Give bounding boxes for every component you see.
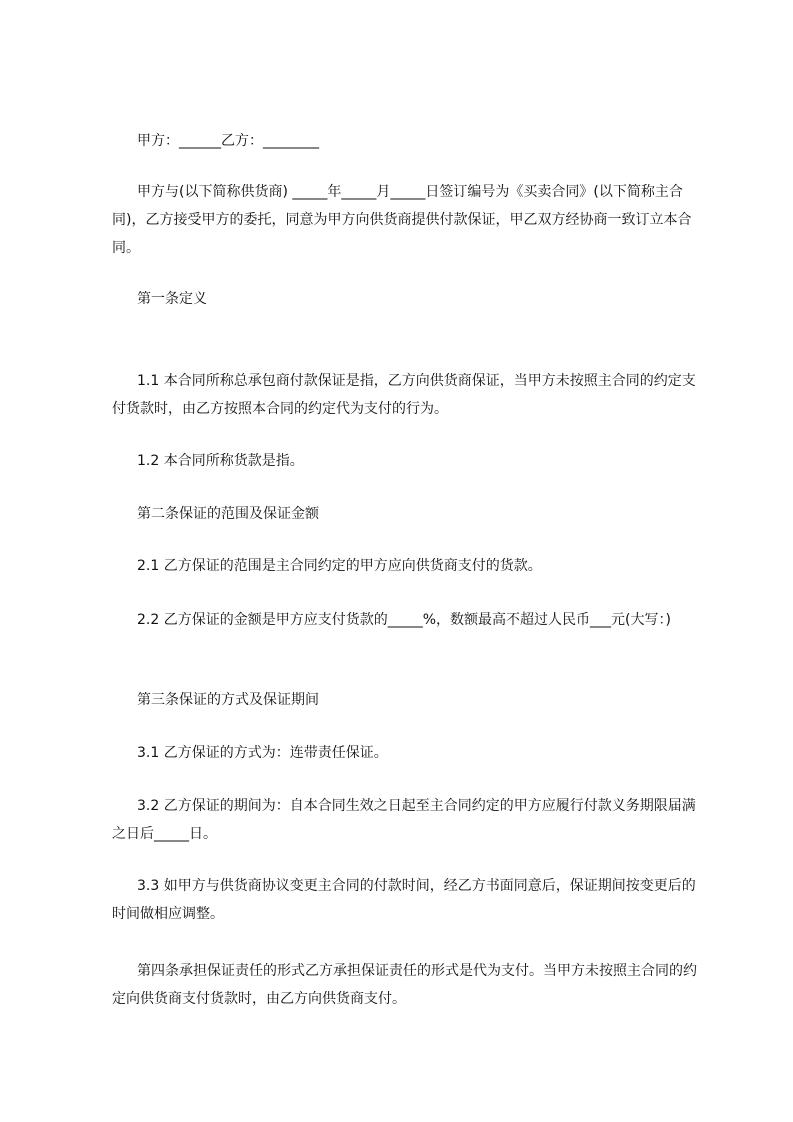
clause-3-2: 3.2 乙方保证的期间为：自本合同生效之日起至主合同约定的甲方应履行付款义务期限届满之日后_____日。 [112,798,696,842]
parties-line: 甲方：______乙方：________ [137,133,319,149]
article-3-heading: 第三条保证的方式及保证期间 [137,692,319,708]
clause-2-1: 2.1 乙方保证的范围是主合同约定的甲方应向供货商支付的货款。 [137,558,542,574]
article-2-heading: 第二条保证的范围及保证金额 [137,506,319,522]
clause-3-3: 3.3 如甲方与供货商协议变更主合同的付款时间，经乙方书面同意后，保证期间按变更后的时间做相应调整。 [112,878,696,922]
clause-3-1: 3.1 乙方保证的方式为：连带责任保证。 [137,745,388,761]
preamble-paragraph: 甲方与(以下简称供货商) _____年_____月_____日签订编号为《买卖合同》(以下简称主合同)，乙方接受甲方的委托，同意为甲方向供货商提供付款保证，甲乙双方经协商一致订立本合同。 [112,184,692,256]
clause-1-1: 1.1 本合同所称总承包商付款保证是指，乙方向供货商保证，当甲方未按照主合同的约定支付货款时，由乙方按照本合同的约定代为支付的行为。 [112,373,696,417]
article-1-heading: 第一条定义 [137,291,207,307]
clause-2-2: 2.2 乙方保证的金额是甲方应支付货款的_____%，数额最高不超过人民币___元(大写：) [137,612,671,628]
article-4-paragraph: 第四条承担保证责任的形式乙方承担保证责任的形式是代为支付。当甲方未按照主合同的约定向供货商支付货款时，由乙方向供货商支付。 [112,963,697,1007]
clause-1-2: 1.2 本合同所称货款是指。 [137,453,304,469]
